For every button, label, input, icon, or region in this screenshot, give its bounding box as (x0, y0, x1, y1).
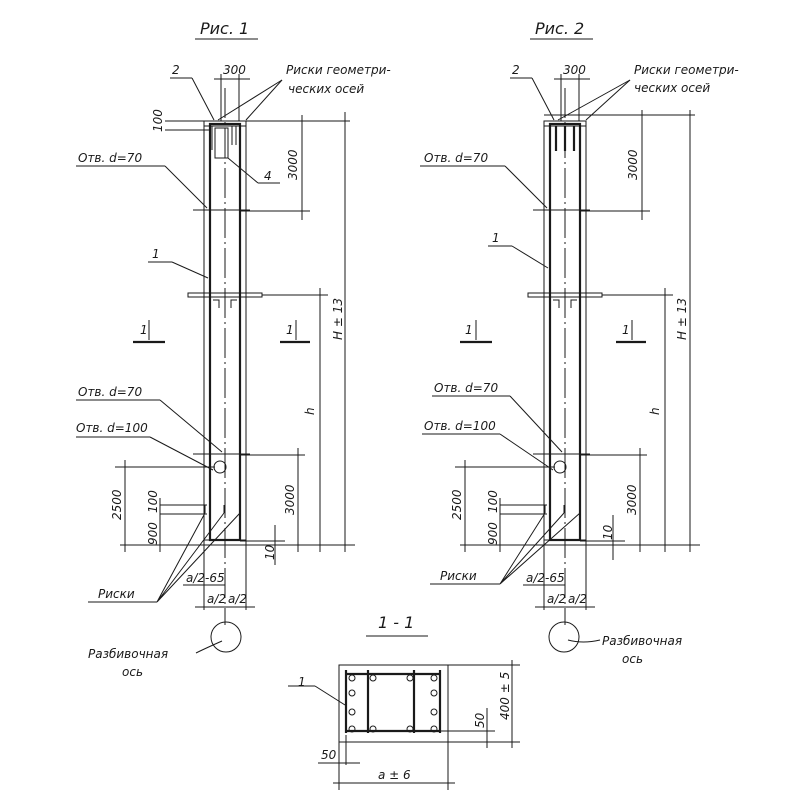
hole-70-bottom-label: Отв. d=70 (78, 385, 143, 399)
hole-100-label: Отв. d=100 (76, 421, 148, 435)
layout-axis-label: Разбивочная (88, 647, 169, 661)
layout-axis-circle (549, 622, 579, 652)
figure-title: Рис. 1 (200, 19, 250, 38)
dim-100-top: 100 (151, 109, 165, 132)
section-1-1 (288, 613, 520, 790)
dim-a2-65: a/2-65 (186, 571, 225, 585)
section-mark-left: 1 (140, 323, 148, 337)
dim-3000-top: 3000 (626, 149, 640, 180)
dim-3000-top: 3000 (286, 149, 300, 180)
dim-50-left: 50 (321, 748, 337, 762)
risks-axes-label: Риски геометри- (286, 63, 391, 77)
dim-400: 400 ± 5 (498, 671, 512, 720)
dim-a2-left: a/2 (207, 592, 227, 606)
dim-900: 900 (146, 522, 160, 545)
hole-70-top-label: Отв. d=70 (424, 151, 489, 165)
hole-100 (554, 461, 566, 473)
dim-h: h (648, 407, 662, 415)
pos-2-label: 2 (172, 63, 180, 77)
layout-axis-label-2: ось (622, 652, 644, 666)
risks-axes-label-2: ческих осей (634, 81, 711, 95)
risks-label: Риски (440, 569, 477, 583)
pos-2-label: 2 (512, 63, 520, 77)
hole-70-bottom-label: Отв. d=70 (434, 381, 499, 395)
layout-axis-label: Разбивочная (602, 634, 683, 648)
dim-100-bottom: 100 (146, 490, 160, 513)
section-title: 1 - 1 (378, 613, 415, 632)
dim-H: H ± 13 (331, 298, 345, 340)
risks-axes-label-2: ческих осей (288, 82, 365, 96)
section-mark-left: 1 (465, 323, 473, 337)
dim-2500: 2500 (450, 489, 464, 520)
dim-100-bottom: 100 (486, 490, 500, 513)
embedded-part-4 (215, 128, 228, 158)
dim-900: 900 (486, 522, 500, 545)
figure-1 (76, 19, 391, 679)
dim-50-right: 50 (473, 712, 487, 728)
pos-1-label: 1 (492, 231, 500, 245)
dim-10: 10 (601, 524, 615, 540)
hole-100 (214, 461, 226, 473)
hole-100-label: Отв. d=100 (424, 419, 496, 433)
pos-1-label: 1 (152, 247, 160, 261)
dim-2500: 2500 (110, 489, 124, 520)
pos-4-label: 4 (264, 169, 272, 183)
figure-title: Рис. 2 (535, 19, 585, 38)
dim-300: 300 (563, 63, 586, 77)
dim-a2-left: a/2 (547, 592, 567, 606)
dim-3000-bottom: 3000 (283, 484, 297, 515)
section-mark-right: 1 (622, 323, 630, 337)
pos-1-label: 1 (298, 675, 306, 689)
figure-2 (420, 19, 739, 666)
risks-label: Риски (98, 587, 135, 601)
risks-axes-label: Риски геометри- (634, 63, 739, 77)
dim-a: a ± 6 (378, 768, 411, 782)
dim-a2-right: a/2 (568, 592, 588, 606)
dim-300: 300 (223, 63, 246, 77)
dim-3000-bottom: 3000 (625, 484, 639, 515)
layout-axis-label-2: ось (122, 665, 144, 679)
dim-a2-65: a/2-65 (526, 571, 565, 585)
dim-a2-right: a/2 (228, 592, 248, 606)
layout-axis-circle (211, 622, 241, 652)
hole-70-top-label: Отв. d=70 (78, 151, 143, 165)
dim-h: h (303, 407, 317, 415)
section-mark-right: 1 (286, 323, 294, 337)
dim-10: 10 (263, 544, 277, 560)
dim-H: H ± 13 (675, 298, 689, 340)
